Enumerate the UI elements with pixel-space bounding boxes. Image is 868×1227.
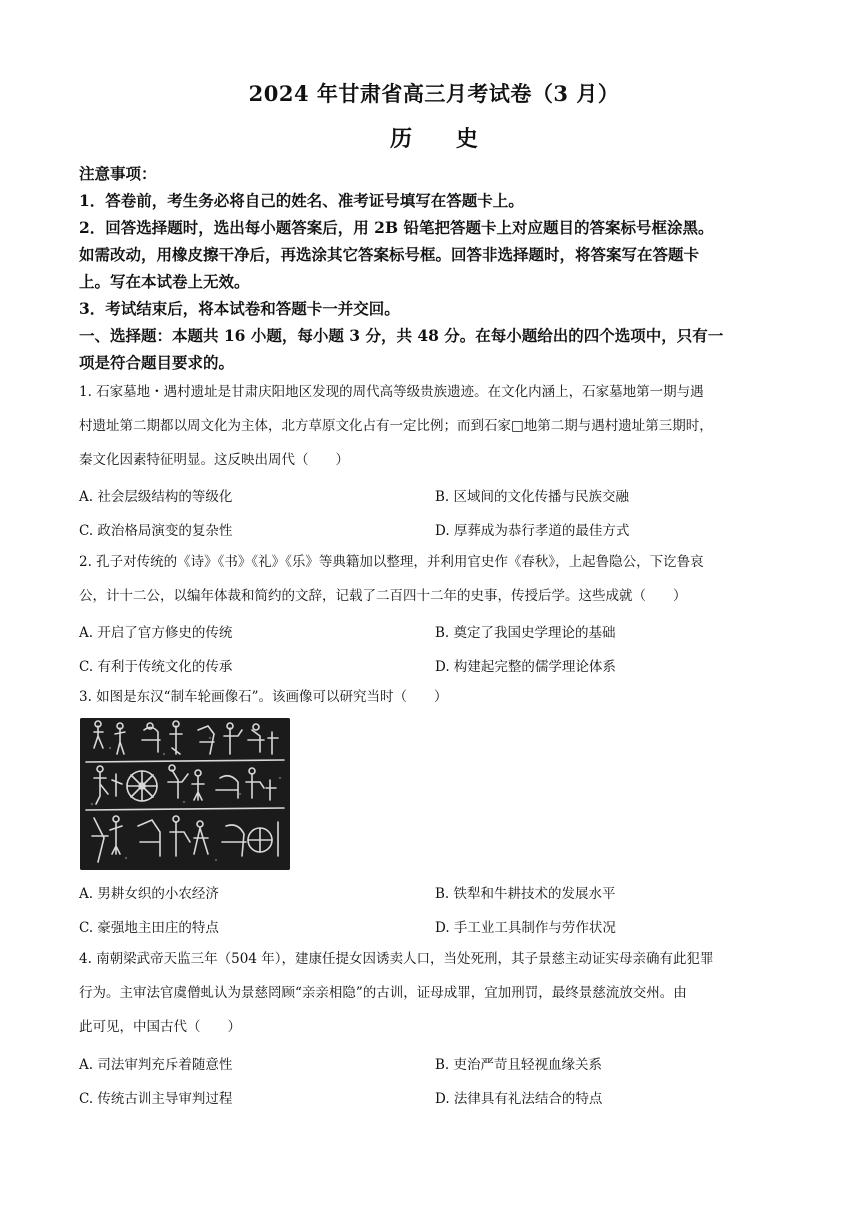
section-heading bbox=[79, 322, 794, 376]
q3-option-a[interactable]: A. 男耕女织的小农经济 bbox=[79, 886, 219, 902]
q4-option-d[interactable]: D. 法律具有礼法结合的特点 bbox=[435, 1091, 603, 1107]
stone-relief-rubbing bbox=[80, 718, 290, 870]
q2-option-b[interactable]: B. 奠定了我国史学理论的基础 bbox=[435, 625, 616, 641]
notice-item-2 bbox=[79, 214, 794, 295]
question-3 bbox=[79, 680, 797, 714]
question-2 bbox=[79, 545, 797, 613]
q1-option-b[interactable]: B. 区域间的文化传播与民族交融 bbox=[435, 489, 630, 505]
exam-title: 2024 年甘肃省高三月考试卷（3 月） bbox=[248, 81, 620, 106]
stone-relief-image bbox=[80, 718, 290, 870]
notice-item-2-line-3: 上。写在本试卷上无效。 bbox=[79, 272, 250, 291]
question-1-line-1: 1. 石家墓地・遇村遗址是甘肃庆阳地区发现的周代高等级贵族遗迹。在文化内涵上，石家墓地第一期与遇 bbox=[79, 384, 704, 400]
q2-option-c[interactable]: C. 有利于传统文化的传承 bbox=[79, 659, 233, 675]
q1-option-c[interactable]: C. 政治格局演变的复杂性 bbox=[79, 523, 233, 539]
question-1-line-2: 村遗址第二期都以周文化为主体，北方草原文化占有一定比例；而到石家□地第二期与遇村遗址第三期时， bbox=[79, 418, 713, 434]
subject-title: 历 史 bbox=[390, 126, 496, 152]
q3-option-c[interactable]: C. 豪强地主田庄的特点 bbox=[79, 920, 219, 936]
question-1-line-3: 秦文化因素特征明显。这反映出周代（ ） bbox=[79, 452, 349, 468]
notice-block bbox=[79, 160, 794, 376]
q2-option-a[interactable]: A. 开启了官方修史的传统 bbox=[79, 625, 233, 641]
q3-option-d[interactable]: D. 手工业工具制作与劳作状况 bbox=[435, 920, 616, 936]
q2-option-d[interactable]: D. 构建起完整的儒学理论体系 bbox=[435, 659, 616, 675]
q4-option-a[interactable]: A. 司法审判充斥着随意性 bbox=[79, 1057, 233, 1073]
q4-option-c[interactable]: C. 传统古训主导审判过程 bbox=[79, 1091, 233, 1107]
notice-item-3: 3．考试结束后，将本试卷和答题卡一并交回。 bbox=[79, 299, 400, 318]
q3-option-b[interactable]: B. 铁犁和牛耕技术的发展水平 bbox=[435, 886, 616, 902]
question-4 bbox=[79, 942, 797, 1044]
question-2-line-1: 2. 孔子对传统的《诗》《书》《礼》《乐》等典籍加以整理，并利用官史作《春秋》，上起鲁隐公，下讫鲁哀 bbox=[79, 554, 704, 570]
section-heading-line-2: 项是符合题目要求的。 bbox=[79, 353, 235, 372]
question-4-line-1: 4. 南朝梁武帝天监三年（504 年），建康任提女因诱卖人口，当处死刑，其子景慈主动证实母亲确有此犯罪 bbox=[79, 951, 714, 967]
notice-item-1: 1．答卷前，考生务必将自己的姓名、准考证号填写在答题卡上。 bbox=[79, 191, 524, 210]
q1-option-a[interactable]: A. 社会层级结构的等级化 bbox=[79, 489, 233, 505]
question-3-line-1: 3. 如图是东汉“制车轮画像石”。该画像可以研究当时（ ） bbox=[79, 689, 448, 705]
notice-heading: 注意事项： bbox=[79, 164, 157, 183]
question-1 bbox=[79, 375, 797, 477]
question-2-line-2: 公，计十二公，以编年体裁和简约的文辞，记载了二百四十二年的史事，传授后学。这些成就（ ） bbox=[79, 588, 687, 604]
question-4-line-2: 行为。主审法官虞僧虬认为景慈罔顾“亲亲相隐”的古训，证母成罪，宜加刑罚，最终景慈流放交州。由 bbox=[79, 985, 687, 1001]
q1-option-d[interactable]: D. 厚葬成为恭行孝道的最佳方式 bbox=[435, 523, 630, 539]
notice-item-2-line-1: 2．回答选择题时，选出每小题答案后，用 2B 铅笔把答题卡上对应题目的答案标号框涂黑。 bbox=[79, 218, 714, 237]
q4-option-b[interactable]: B. 吏治严苛且轻视血缘关系 bbox=[435, 1057, 603, 1073]
question-4-line-3: 此可见，中国古代（ ） bbox=[79, 1019, 241, 1035]
section-heading-line-1: 一、选择题：本题共 16 小题，每小题 3 分，共 48 分。在每小题给出的四个选项中，只有一 bbox=[79, 326, 724, 345]
notice-item-2-line-2: 如需改动，用橡皮擦干净后，再选涂其它答案标号框。回答非选择题时，将答案写在答题卡 bbox=[79, 245, 700, 264]
